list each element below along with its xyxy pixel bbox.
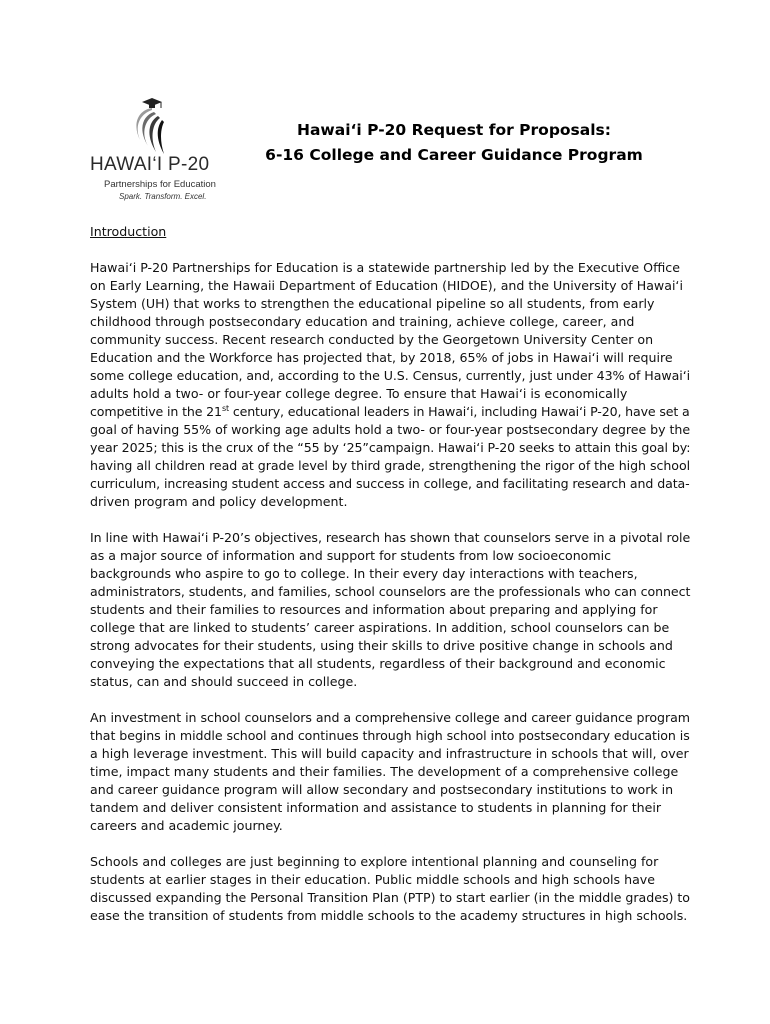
paragraph-line: year 2025; this is the crux of the “55 by ‘25”campaign. Hawai‘i P-20 seeks to attain this goal by: bbox=[90, 440, 691, 455]
paragraph-line-with-superscript bbox=[90, 403, 690, 421]
superscript: st bbox=[221, 403, 229, 413]
paragraph-line: that begins in middle school and continues through high school into postsecondary education is bbox=[90, 728, 690, 743]
paragraph-line: adults hold a two- or four-year college degree. To ensure that Hawai‘i is economically bbox=[90, 386, 628, 401]
paragraph-line: conveying the expectations that all students, regardless of their background and economic bbox=[90, 656, 666, 671]
paragraph-line: childhood through postsecondary education and training, achieve college, career, and bbox=[90, 314, 635, 329]
paragraph-line: community success. Recent research conducted by the Georgetown University Center on bbox=[90, 332, 654, 347]
paragraph-line: Schools and colleges are just beginning to explore intentional planning and counseling for bbox=[90, 854, 659, 869]
paragraph-line: status, can and should succeed in college. bbox=[90, 674, 358, 689]
paragraph-line: some college education, and, according to the U.S. Census, currently, just under 43% of Hawai‘i bbox=[90, 368, 691, 383]
paragraph-line: curriculum, increasing student access and success in college, and facilitating research and data- bbox=[90, 476, 690, 491]
logo-name: HAWAI‘I P-20 bbox=[90, 154, 210, 175]
title-line-1: Hawai‘i P-20 Request for Proposals: bbox=[297, 121, 611, 139]
paragraph-line: college that are linked to students’ career aspirations. In addition, school counselors can be bbox=[90, 620, 670, 635]
paragraph-line: Education and the Workforce has projected that, by 2018, 65% of jobs in Hawai‘i will require bbox=[90, 350, 673, 365]
paragraph-line: tandem and deliver consistent information and assistance to students in planning for their bbox=[90, 800, 662, 815]
paragraph-3 bbox=[90, 709, 691, 835]
paragraph-line: Hawai‘i P-20 Partnerships for Education is a statewide partnership led by the Executive Office bbox=[90, 260, 680, 275]
paragraph-line: and career guidance program will allow secondary and postsecondary institutions to work in bbox=[90, 782, 674, 797]
paragraph-line: strong advocates for their students, using their skills to drive positive change in schools and bbox=[90, 638, 673, 653]
paragraph-line: backgrounds who aspire to go to college. In their every day interactions with teachers, bbox=[90, 566, 638, 581]
paragraph-line: students and their families to resources and information about preparing and applying for bbox=[90, 602, 658, 617]
paragraph-line: as a major source of information and support for students from low socioeconomic bbox=[90, 548, 612, 563]
paragraph-line: An investment in school counselors and a comprehensive college and career guidance program bbox=[90, 710, 691, 725]
title-line-2: 6-16 College and Career Guidance Program bbox=[265, 146, 643, 164]
logo-swoosh-icon bbox=[118, 96, 178, 156]
paragraph-line: In line with Hawai‘i P-20’s objectives, research has shown that counselors serve in a pivotal role bbox=[90, 530, 691, 545]
paragraph-line: driven program and policy development. bbox=[90, 494, 348, 509]
line-text: competitive in the 21 bbox=[90, 404, 222, 419]
paragraph-2 bbox=[90, 529, 691, 691]
paragraph-line: students at earlier stages in their education. Public middle schools and high schools have bbox=[90, 872, 656, 887]
section-heading: Introduction bbox=[90, 224, 167, 239]
hawaii-p20-logo bbox=[90, 96, 220, 208]
paragraph-line: System (UH) that works to strengthen the educational pipeline so all students, from early bbox=[90, 296, 655, 311]
paragraph-line: goal of having 55% of working age adults hold a two- or four-year postsecondary degree by the bbox=[90, 422, 691, 437]
paragraph-1 bbox=[90, 259, 691, 511]
paragraph-line: ease the transition of students from middle schools to the academy structures in high schools. bbox=[90, 908, 688, 923]
paragraph-line: a high leverage investment. This will build capacity and infrastructure in schools that will, over bbox=[90, 746, 689, 761]
paragraph-line: on Early Learning, the Hawaii Department of Education (HIDOE), and the University of Hawai‘i bbox=[90, 278, 683, 293]
paragraph-line: discussed expanding the Personal Transition Plan (PTP) to start earlier (in the middle grades) to bbox=[90, 890, 690, 905]
logo-tagline: Spark. Transform. Excel. bbox=[119, 192, 207, 201]
paragraph-line: administrators, students, and families, school counselors are the professionals who can connect bbox=[90, 584, 691, 599]
logo-subtitle: Partnerships for Education bbox=[104, 179, 216, 190]
paragraph-4 bbox=[90, 853, 690, 925]
paragraph-line: time, impact many students and their families. The development of a comprehensive college bbox=[90, 764, 679, 779]
line-text-rest: century, educational leaders in Hawai‘i, including Hawai‘i P-20, have set a bbox=[228, 404, 690, 419]
document-title bbox=[234, 118, 674, 168]
paragraph-line: careers and academic journey. bbox=[90, 818, 283, 833]
paragraph-line: having all children read at grade level by third grade, strengthening the rigor of the high school bbox=[90, 458, 691, 473]
